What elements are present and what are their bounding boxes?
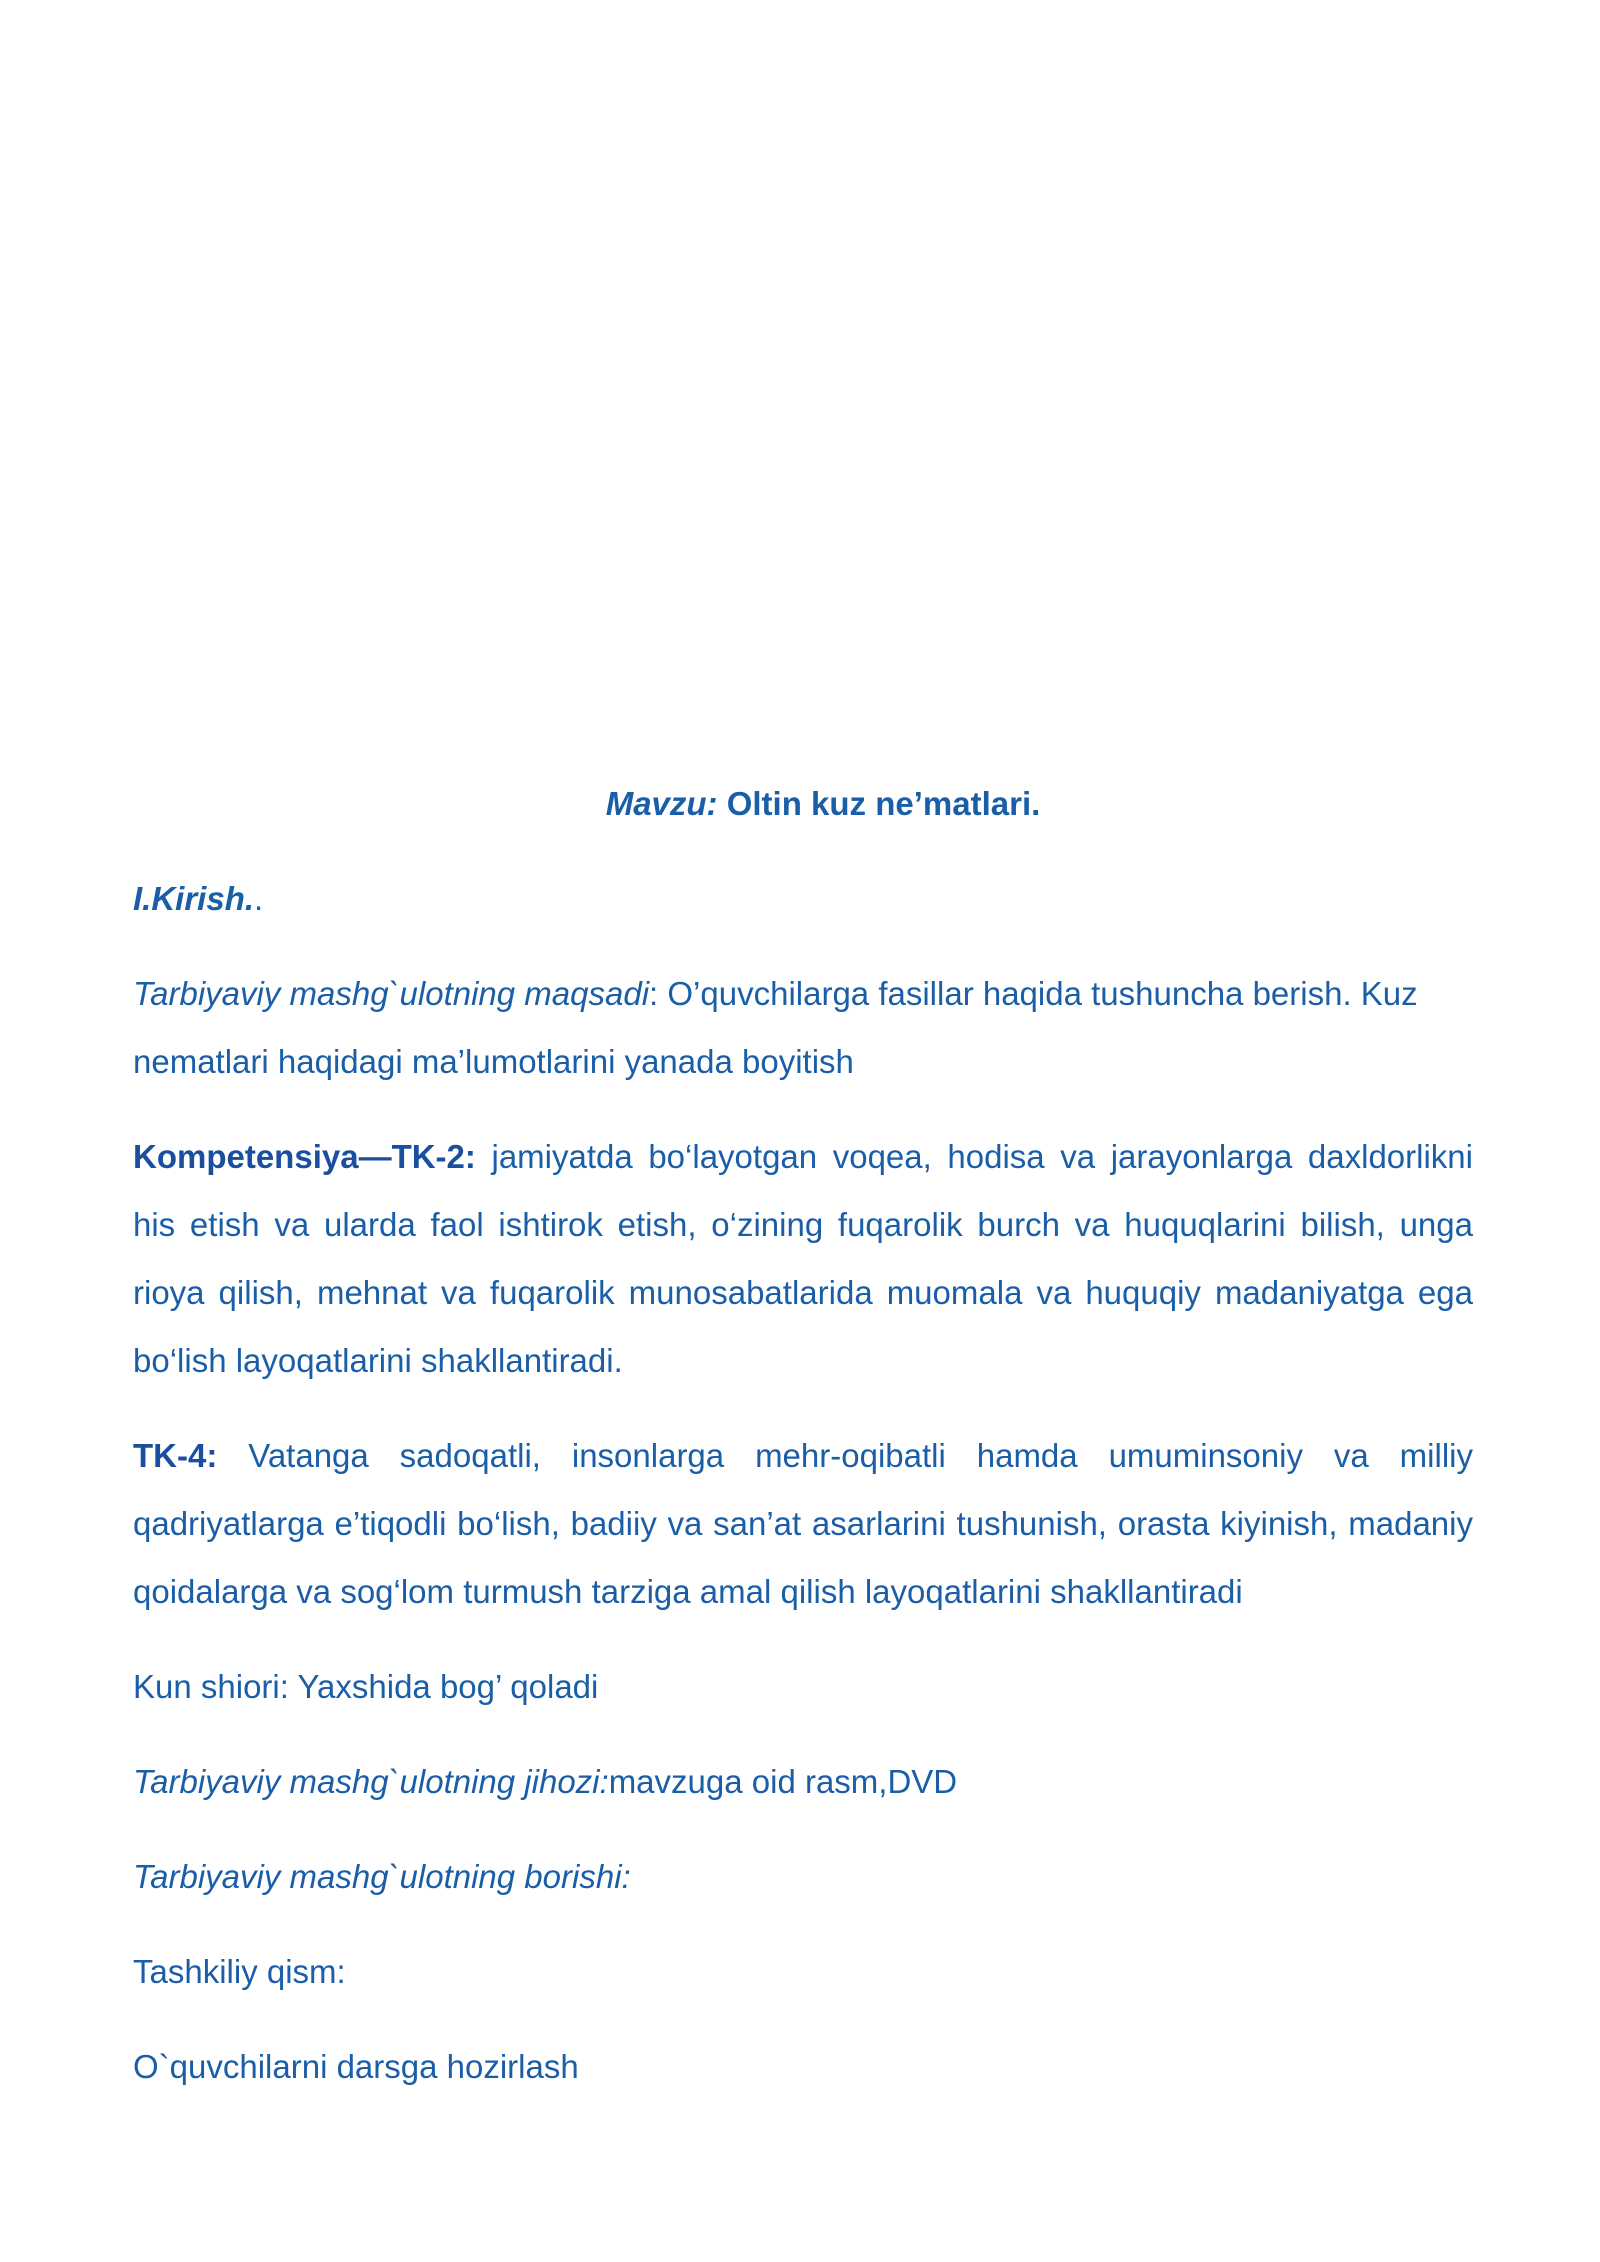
competence-tk2 bbox=[133, 1123, 1473, 1395]
organizational-part: Tashkiliy qism: bbox=[133, 1953, 346, 1990]
lesson-title bbox=[133, 770, 1473, 838]
day-motto: Kun shiori: Yaxshida bog’ qoladi bbox=[133, 1668, 599, 1705]
goal-label: Tarbiyaviy mashg`ulotning maqsadi bbox=[133, 975, 650, 1012]
tk2-text: jamiyatda bo‘layotgan voqea, hodisa va jarayonlarga daxldorlikni his etish va ularda faol ishtirok etish, o‘zining fuqarolik burch va huquqlarini bilish, unga rioya qilish, mehnat va fuqarolik munosabatlarida muomala va huquqiy madaniyatga ega bo‘lish layoqatlarini shakllantiradi. bbox=[133, 1138, 1473, 1379]
lesson-goal bbox=[133, 960, 1473, 1096]
goal-text: : O’quvchilarga fasillar haqida tushuncha berish. Kuz nematlari haqidagi ma’lumotlarini yanada boyitish bbox=[133, 975, 1418, 1080]
lesson-equipment bbox=[133, 1748, 1473, 1816]
lesson-procedure-heading: Tarbiyaviy mashg`ulotning borishi: bbox=[133, 1858, 631, 1895]
tk2-label: Kompetensiya—TK-2: bbox=[133, 1138, 476, 1175]
tk4-label: TK-4: bbox=[133, 1437, 218, 1474]
tk4-text: Vatanga sadoqatli, insonlarga mehr-oqibatli hamda umuminsoniy va milliy qadriyatlarga e’tiqodli bo‘lish, badiiy va san’at asarlarini tushunish, orasta kiyinish, madaniy qoidalarga va sog‘lom turmush tarziga amal qilish layoqatlarini shakllantiradi bbox=[133, 1437, 1473, 1610]
equipment-label: Tarbiyaviy mashg`ulotning jihozi: bbox=[133, 1763, 609, 1800]
intro-tail: . bbox=[254, 880, 264, 917]
equipment-text: mavzuga oid rasm,DVD bbox=[608, 1763, 958, 1800]
title-text: Oltin kuz ne’matlari. bbox=[717, 785, 1041, 822]
document-body bbox=[133, 770, 1473, 2128]
intro-label: I.Kirish. bbox=[133, 880, 255, 917]
title-label: Mavzu: bbox=[605, 785, 718, 822]
intro-heading bbox=[133, 865, 1473, 933]
competence-tk4 bbox=[133, 1422, 1473, 1626]
student-preparation: O`quvchilarni darsga hozirlash bbox=[133, 2048, 579, 2085]
